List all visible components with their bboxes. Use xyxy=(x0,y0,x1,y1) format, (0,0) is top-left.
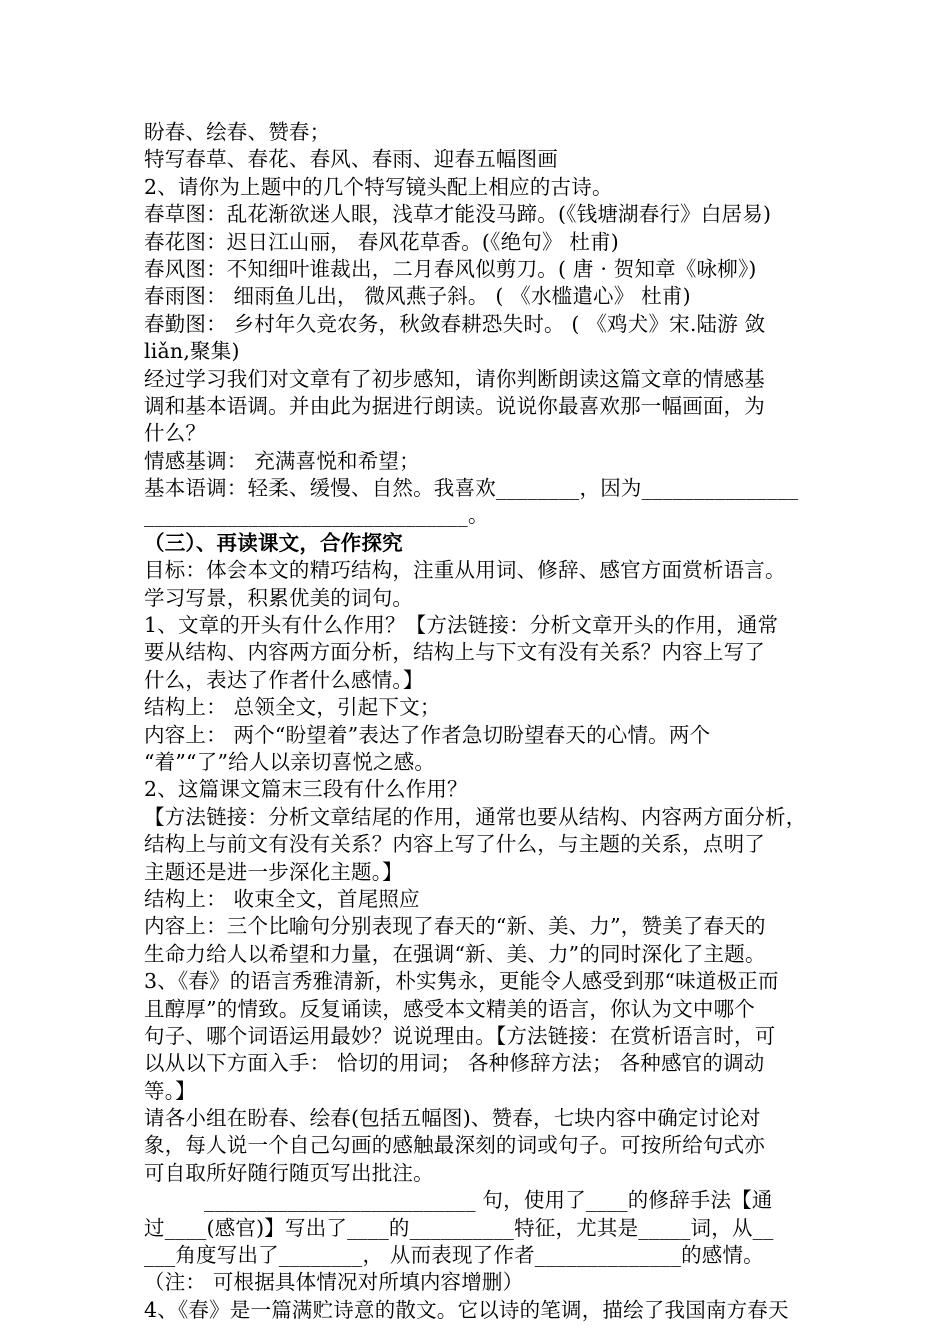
text-line: liǎn,聚集) xyxy=(144,339,240,364)
text-line: 生命力给人以希望和力量，在强调“新、美、力”的同时深化了主题。 xyxy=(144,941,766,966)
text-line: 等。】 xyxy=(144,1078,196,1103)
body-text xyxy=(144,119,824,1324)
text-line: 学习写景，积累优美的词句。 xyxy=(144,585,414,610)
text-line: （注： 可根据具体情况对所填内容增删） xyxy=(144,1270,524,1295)
text-line: 内容上： 两个“盼望着”表达了作者急切盼望春天的心情。两个 xyxy=(144,722,711,747)
text-line: 特写春草、春花、春风、春雨、迎春五幅图画 xyxy=(144,147,558,172)
text-line: 盼春、绘春、赞春； xyxy=(144,120,331,144)
text-line: 春花图：迟日江山丽， 春风花草香。(《绝句》 杜甫) xyxy=(144,229,619,254)
fill-in-line: 过____(感官)】写出了____的__________特征，尤其是_____词，从__ xyxy=(144,1215,774,1240)
text-line: 2、请你为上题中的几个特写镜头配上相应的古诗。 xyxy=(144,174,613,199)
text-line: 以从以下方面入手： 恰切的用词； 各种修辞方法； 各种感官的调动 xyxy=(144,1051,765,1076)
text-line: 春勤图： 乡村年久竞农务，秋敛春耕恐失时。 ( 《鸡犬》宋.陆游 敛 xyxy=(144,311,766,336)
text-line: 情感基调： 充满喜悦和希望； xyxy=(144,448,420,473)
text-line: 什么，表达了作者什么感情。】 xyxy=(144,667,424,692)
text-line: 什么？ xyxy=(144,421,207,446)
text-line: _______________________________。 xyxy=(144,503,489,528)
fill-in-line: __________________________ 句，使用了____的修辞手法【通 xyxy=(204,1188,773,1213)
text-line: 且醇厚”的情致。反复诵读，感受本文精美的语言，你认为文中哪个 xyxy=(144,996,755,1021)
text-line: 内容上：三个比喻句分别表现了春天的“新、美、力”，赞美了春天的 xyxy=(144,914,766,939)
text-line: 春雨图： 细雨鱼儿出， 微风燕子斜。 ( 《水槛遣心》 杜甫) xyxy=(144,284,691,309)
text-line: 结构上与前文有没有关系？内容上写了什么，与主题的关系，点明了 xyxy=(144,832,765,857)
text-line: 基本语调：轻柔、缓慢、自然。我喜欢________，因为_______________ xyxy=(144,476,799,501)
text-line: 【方法链接：分析文章结尾的作用，通常也要从结构、内容两方面分析， xyxy=(144,804,807,829)
text-line: 象，每人说一个自己勾画的感触最深刻的词或句子。可按所给句式亦 xyxy=(144,1133,765,1158)
text-line: 结构上： 收束全文，首尾照应 xyxy=(144,886,420,911)
text-line: 春风图：不知细叶谁裁出，二月春风似剪刀。( 唐 · 贺知章《咏柳》) xyxy=(144,256,757,281)
text-line: 请各小组在盼春、绘春(包括五幅图)、赞春，七块内容中确定讨论对 xyxy=(144,1106,761,1131)
text-line: 2、这篇课文篇末三段有什么作用？ xyxy=(144,777,468,802)
text-line: 可自取所好随行随页写出批注。 xyxy=(144,1160,434,1185)
text-line: 目标：体会本文的精巧结构，注重从用词、修辞、感官方面赏析语言。 xyxy=(144,558,786,583)
text-line: 要从结构、内容两方面分析，结构上与下文有没有关系？内容上写了 xyxy=(144,640,765,665)
text-line: 经过学习我们对文章有了初步感知，请你判断朗读这篇文章的情感基 xyxy=(144,366,765,391)
text-line: 3、《春》的语言秀雅清新，朴实隽永，更能令人感受到那“味道极正而 xyxy=(144,969,779,994)
text-line: 主题还是进一步深化主题。】 xyxy=(144,859,403,884)
fill-in-line: ___角度写出了________， 从而表现了作者______________的感情。 xyxy=(144,1243,764,1268)
text-line: “着”“了”给人以亲切喜悦之感。 xyxy=(144,749,436,774)
text-line: 句子、哪个词语运用最妙？说说理由。【方法链接：在赏析语言时，可 xyxy=(144,1023,776,1048)
text-line: 春草图：乱花渐欲迷人眼，浅草才能没马蹄。(《钱塘湖春行》白居易) xyxy=(144,202,772,227)
text-line: 1、文章的开头有什么作用？【方法链接：分析文章开头的作用，通常 xyxy=(144,613,779,638)
text-line: 调和基本语调。并由此为据进行朗读。说说你最喜欢那一幅画面，为 xyxy=(144,393,765,418)
section-heading: （三）、再读课文，合作探究 xyxy=(144,530,403,555)
text-line: 结构上： 总领全文，引起下文； xyxy=(144,695,441,720)
text-line: 4、《春》是一篇满贮诗意的散文。它以诗的笔调，描绘了我国南方春天 xyxy=(144,1297,789,1322)
